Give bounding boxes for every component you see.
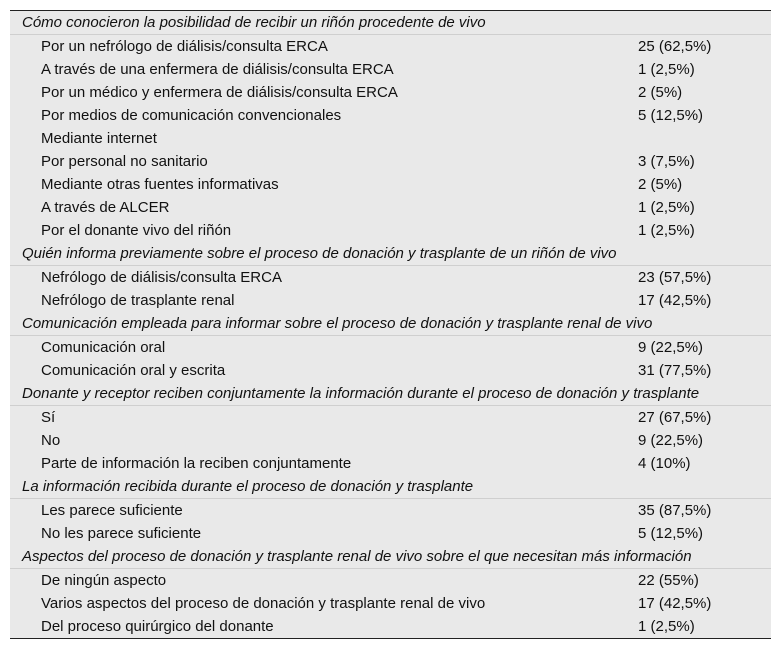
row-value: 1 (2,5%) bbox=[638, 222, 695, 239]
row-label: Varios aspectos del proceso de donación y trasplante renal de vivo bbox=[41, 595, 486, 612]
section-header: Aspectos del proceso de donación y trasplante renal de vivo sobre el que necesitan más información bbox=[10, 545, 771, 569]
row-value: 9 (22,5%) bbox=[638, 339, 704, 356]
table-row bbox=[10, 359, 771, 382]
row-label: De ningún aspecto bbox=[41, 572, 167, 589]
row-value: 25 (62,5%) bbox=[638, 38, 712, 55]
row-label: Por medios de comunicación convencionales bbox=[41, 107, 342, 124]
row-label: Por personal no sanitario bbox=[41, 153, 208, 170]
row-label: Comunicación oral bbox=[41, 339, 166, 356]
table-row bbox=[10, 173, 771, 196]
table-row bbox=[10, 592, 771, 615]
row-label: Por un nefrólogo de diálisis/consulta ERCA bbox=[41, 38, 328, 55]
row-value: 1 (2,5%) bbox=[638, 61, 695, 78]
row-value: 31 (77,5%) bbox=[638, 362, 712, 379]
table-row bbox=[10, 406, 771, 429]
row-label: Comunicación oral y escrita bbox=[41, 362, 226, 379]
table-row bbox=[10, 81, 771, 104]
row-value: 23 (57,5%) bbox=[638, 269, 712, 286]
row-label: Les parece suficiente bbox=[41, 502, 183, 519]
section-header: Quién informa previamente sobre el proceso de donación y trasplante de un riñón de vivo bbox=[10, 242, 771, 266]
row-value: 35 (87,5%) bbox=[638, 502, 712, 519]
table-row bbox=[10, 104, 771, 127]
row-value: 3 (7,5%) bbox=[638, 153, 695, 170]
table-row bbox=[10, 615, 771, 638]
table-row bbox=[10, 452, 771, 475]
table-row bbox=[10, 429, 771, 452]
row-value: 17 (42,5%) bbox=[638, 292, 712, 309]
row-value: 5 (12,5%) bbox=[638, 525, 704, 542]
row-value: 17 (42,5%) bbox=[638, 595, 712, 612]
table-row bbox=[10, 150, 771, 173]
section-header: Comunicación empleada para informar sobre el proceso de donación y trasplante renal de vivo bbox=[10, 312, 771, 336]
table-row bbox=[10, 35, 771, 58]
row-label: Parte de información la reciben conjuntamente bbox=[41, 455, 352, 472]
row-value: 2 (5%) bbox=[638, 84, 683, 101]
row-label: No bbox=[41, 432, 61, 449]
row-label: Mediante otras fuentes informativas bbox=[41, 176, 279, 193]
row-label: Por un médico y enfermera de diálisis/consulta ERCA bbox=[41, 84, 398, 101]
table-row bbox=[10, 219, 771, 242]
row-value: 2 (5%) bbox=[638, 176, 683, 193]
table-row bbox=[10, 522, 771, 545]
data-table bbox=[10, 10, 771, 639]
table-row bbox=[10, 289, 771, 312]
table-row bbox=[10, 58, 771, 81]
section-header: Donante y receptor reciben conjuntamente la información durante el proceso de donación y trasplante bbox=[10, 382, 771, 406]
table-row bbox=[10, 127, 771, 150]
table-row bbox=[10, 266, 771, 289]
row-label: A través de una enfermera de diálisis/consulta ERCA bbox=[41, 61, 394, 78]
row-label: Del proceso quirúrgico del donante bbox=[41, 618, 274, 635]
row-label: Nefrólogo de diálisis/consulta ERCA bbox=[41, 269, 282, 286]
row-value: 9 (22,5%) bbox=[638, 432, 704, 449]
row-value: 4 (10%) bbox=[638, 455, 691, 472]
section-header: Cómo conocieron la posibilidad de recibir un riñón procedente de vivo bbox=[10, 11, 771, 35]
row-value: 5 (12,5%) bbox=[638, 107, 704, 124]
row-value: 22 (55%) bbox=[638, 572, 699, 589]
table-row bbox=[10, 499, 771, 522]
row-value: 1 (2,5%) bbox=[638, 199, 695, 216]
row-label: Mediante internet bbox=[41, 130, 157, 147]
row-label: Por el donante vivo del riñón bbox=[41, 222, 232, 239]
table-row bbox=[10, 336, 771, 359]
row-label: Nefrólogo de trasplante renal bbox=[41, 292, 235, 309]
row-label: A través de ALCER bbox=[41, 199, 170, 216]
row-value: 1 (2,5%) bbox=[638, 618, 695, 635]
row-label: Sí bbox=[41, 409, 56, 426]
table-row bbox=[10, 569, 771, 592]
table-row bbox=[10, 196, 771, 219]
section-header: La información recibida durante el proceso de donación y trasplante bbox=[10, 475, 771, 499]
row-value: 27 (67,5%) bbox=[638, 409, 712, 426]
row-label: No les parece suficiente bbox=[41, 525, 202, 542]
